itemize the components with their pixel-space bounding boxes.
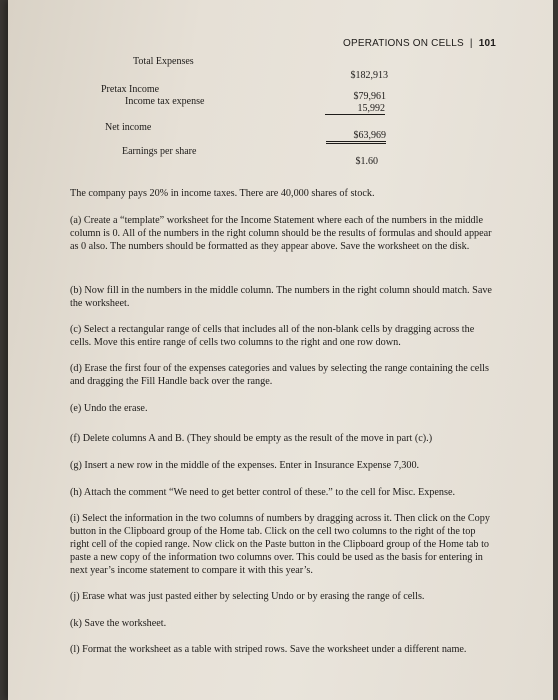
header-separator: | [469, 38, 473, 49]
intro-text [70, 187, 494, 200]
eps-value: $1.60 [355, 156, 378, 167]
total-expenses-label: Total Expenses [133, 56, 194, 67]
exercise-item-b: (b) Now fill in the numbers in the middle column. The numbers in the right column should match. Save the worksheet. [70, 285, 492, 309]
exercise-item-j: (j) Erase what was just pasted either by selecting Undo or by erasing the range of cells. [70, 591, 425, 602]
exercise-item-f: (f) Delete columns A and B. (They should be empty as the result of the move in part (c).) [70, 433, 433, 444]
intro-paragraph: The company pays 20% in income taxes. There are 40,000 shares of stock. [70, 188, 375, 199]
exercise-item-h: (h) Attach the comment “We need to get better control of these.” to the cell for Misc. Expense. [70, 487, 456, 498]
exercise-item-d: (d) Erase the first four of the expenses categories and values by selecting the range containing the cells and dragging the Fill Handle back over the range. [70, 363, 489, 387]
income-tax-value: 15,992 [325, 103, 385, 115]
income-tax-label: Income tax expense [125, 96, 205, 107]
exercise-item-c: (c) Select a rectangular range of cells that includes all of the non-blank cells by dragging across the cells. Move this entire range of cells two columns to the right and one row down. [70, 324, 475, 348]
net-income-value: $63,969 [326, 130, 386, 144]
book-page [8, 0, 553, 700]
exercise-item-e: (e) Undo the erase. [70, 403, 148, 414]
section-title: OPERATIONS ON CELLS [343, 38, 464, 49]
total-expenses-value: $182,913 [350, 70, 388, 81]
pretax-income-label: Pretax Income [101, 84, 160, 95]
eps-label: Earnings per share [122, 146, 197, 157]
exercise-item-i: (i) Select the information in the two columns of numbers by dragging across it. Then click on the Copy button in the Clipboard group of the Home tab. Click on the cell two columns to the right of the top right cell of the copied range. Now click on the Paste button in the Clipboard group of the Home tab to paste a new copy of the information two columns over. This could be used as the basis for entering in next year’s income statement to compare it with this year’s. [70, 513, 490, 576]
net-income-label: Net income [105, 122, 152, 133]
pretax-income-value: $79,961 [353, 91, 386, 102]
exercise-item-a: (a) Create a “template” worksheet for the Income Statement where each of the numbers in the middle column is 0. All of the numbers in the right column should be the results of formulas and should appear as 0 also. The numbers should be formatted as they appear above. Save the worksheet on the disk. [70, 215, 492, 252]
page-number: 101 [478, 38, 496, 49]
exercise-item-k: (k) Save the worksheet. [70, 618, 167, 629]
exercise-item-l: (l) Format the worksheet as a table with striped rows. Save the worksheet under a different name. [70, 644, 467, 655]
running-header [343, 38, 496, 49]
exercise-item-g: (g) Insert a new row in the middle of the expenses. Enter in Insurance Expense 7,300. [70, 460, 420, 471]
